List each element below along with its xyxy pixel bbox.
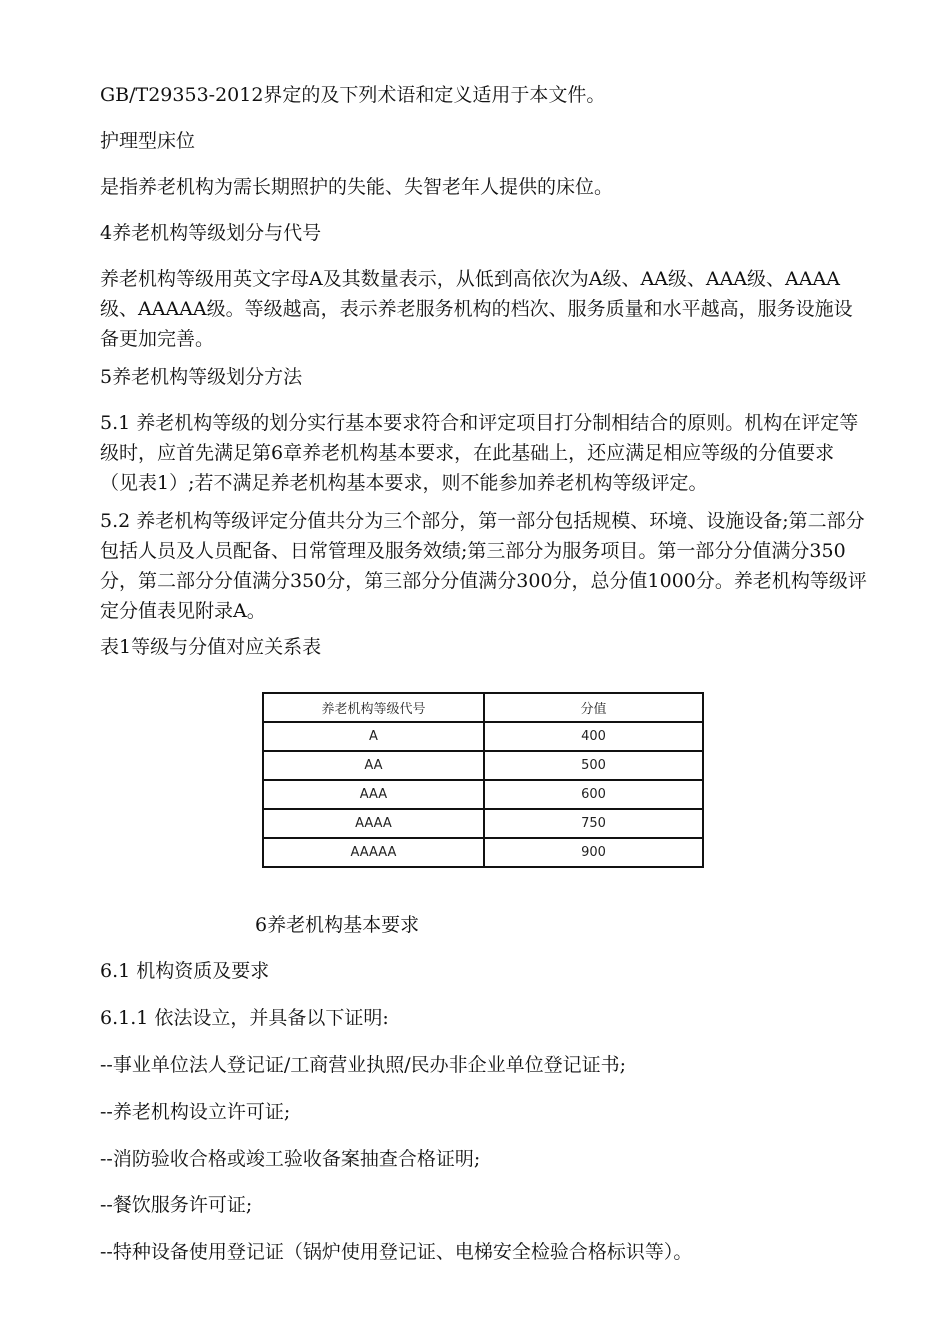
- table-row: [263, 838, 703, 867]
- grade-score-table: [262, 692, 704, 868]
- table-cell-grade-code: AA: [263, 751, 484, 780]
- section-5-2-body: 5.2 养老机构等级评定分值共分为三个部分，第一部分包括规模、环境、设施设备;第二部分包括人员及人员配备、日常管理及服务效绩;第三部分为服务项目。第一部分分值满分350分，第二部分分值满分350分，第三部分分值满分300分，总分值1000分。养老机构等级评定分值表见附录A。: [100, 510, 867, 622]
- table-cell-score: 400: [484, 722, 703, 751]
- table-cell-score: 500: [484, 751, 703, 780]
- table-cell-score: 900: [484, 838, 703, 867]
- section-6-heading: 6养老机构基本要求: [255, 914, 420, 936]
- term-nursing-bed-definition: 是指养老机构为需长期照护的失能、失智老年人提供的床位。: [100, 176, 614, 198]
- section-4-heading: 4养老机构等级划分与代号: [100, 222, 322, 244]
- term-nursing-bed: 护理型床位: [100, 130, 196, 152]
- list-item: --餐饮服务许可证;: [100, 1194, 253, 1216]
- table-header-score: 分值: [484, 693, 703, 722]
- table-header-grade-code: 养老机构等级代号: [263, 693, 484, 722]
- list-item: --消防验收合格或竣工验收备案抽查合格证明;: [100, 1148, 481, 1170]
- table-row: [263, 722, 703, 751]
- table-cell-grade-code: A: [263, 722, 484, 751]
- table-1-caption: 表1等级与分值对应关系表: [100, 636, 322, 658]
- table-row: [263, 751, 703, 780]
- list-item: --养老机构设立许可证;: [100, 1101, 291, 1123]
- section-4-body: 养老机构等级用英文字母A及其数量表示，从低到高依次为A级、AA级、AAA级、AAAA级、AAAAA级。等级越高，表示养老服务机构的档次、服务质量和水平越高，服务设施设备更加完善。: [100, 268, 853, 350]
- table-cell-grade-code: AAAA: [263, 809, 484, 838]
- section-6-1-heading: 6.1 机构资质及要求: [100, 960, 270, 982]
- section-6-1-1-heading: 6.1.1 依法设立，并具备以下证明:: [100, 1007, 389, 1029]
- table-cell-score: 750: [484, 809, 703, 838]
- section-5-1-body: 5.1 养老机构等级的划分实行基本要求符合和评定项目打分制相结合的原则。机构在评定等级时，应首先满足第6章养老机构基本要求，在此基础上，还应满足相应等级的分值要求（见表1）;若不满足养老机构基本要求，则不能参加养老机构等级评定。: [100, 412, 859, 494]
- table-cell-grade-code: AAAAA: [263, 838, 484, 867]
- paragraph-definitions-intro: GB/T29353-2012界定的及下列术语和定义适用于本文件。: [100, 84, 606, 106]
- table-cell-score: 600: [484, 780, 703, 809]
- section-5-heading: 5养老机构等级划分方法: [100, 366, 303, 388]
- table-header-row: [263, 693, 703, 722]
- list-item: --事业单位法人登记证/工商营业执照/民办非企业单位登记证书;: [100, 1054, 627, 1076]
- list-item: --特种设备使用登记证（锅炉使用登记证、电梯安全检验合格标识等）。: [100, 1241, 693, 1263]
- table-cell-grade-code: AAA: [263, 780, 484, 809]
- table-row: [263, 780, 703, 809]
- table-row: [263, 809, 703, 838]
